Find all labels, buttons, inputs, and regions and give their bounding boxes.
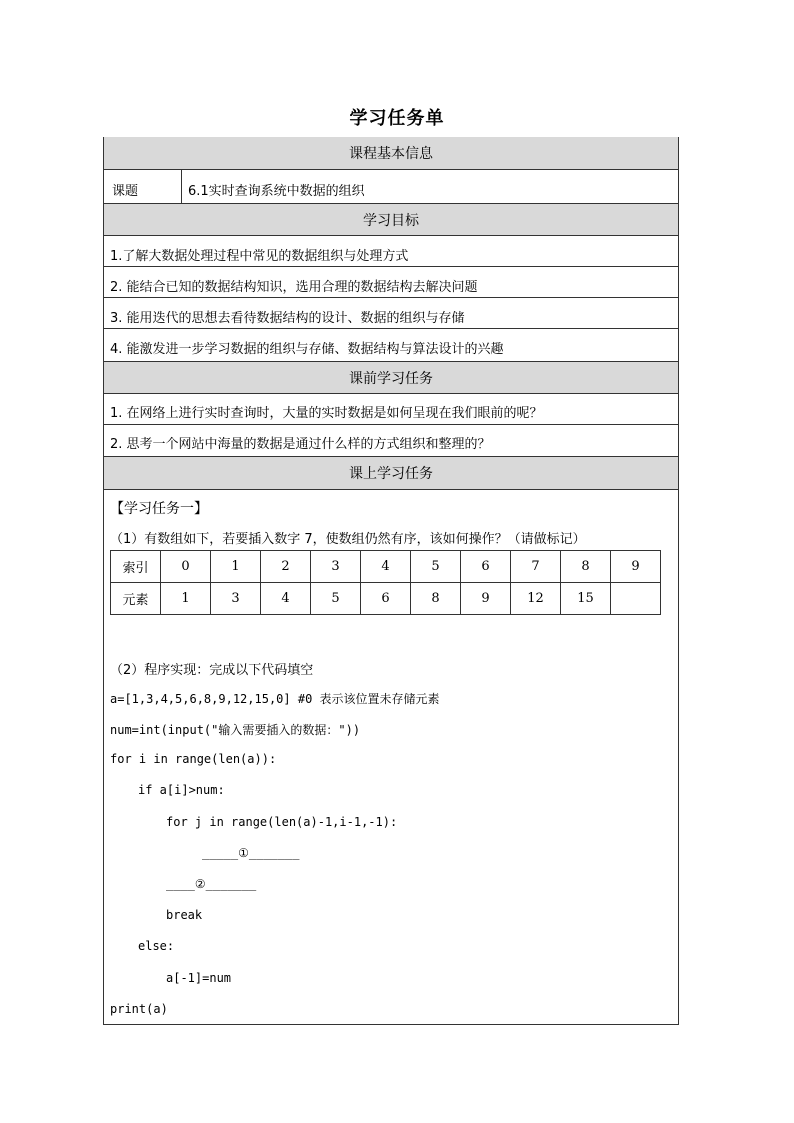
element-cell: 3	[211, 583, 261, 615]
pre-task-item: 1. 在网络上进行实时查询时，大量的实时数据是如何呈现在我们眼前的呢？	[110, 406, 543, 421]
task1-question: （1）有数组如下，若要插入数字 7，使数组仍然有序，该如何操作？（请做标记）	[110, 532, 586, 547]
element-cell: 6	[361, 583, 411, 615]
index-cell: 6	[461, 551, 511, 583]
code-line: if a[i]>num:	[138, 783, 225, 797]
table-row-element	[111, 583, 661, 615]
goal-item: 1.了解大数据处理过程中常见的数据组织与处理方式	[110, 249, 409, 264]
code-blank-2: ____②_______	[166, 877, 257, 891]
index-cell: 2	[261, 551, 311, 583]
section-header-pre-tasks: 课前学习任务	[104, 361, 678, 394]
code-blank-1: _____①_______	[202, 846, 300, 860]
goal-item: 3. 能用迭代的思想去看待数据结构的设计、数据的组织与存储	[110, 311, 465, 326]
divider	[104, 328, 678, 329]
index-cell: 7	[511, 551, 561, 583]
divider	[104, 297, 678, 298]
pre-task-item: 2. 思考一个网站中海量的数据是通过什么样的方式组织和整理的？	[110, 437, 491, 452]
index-cell: 8	[561, 551, 611, 583]
page-title: 学习任务单	[349, 108, 445, 129]
element-cell: 15	[561, 583, 611, 615]
element-cell: 4	[261, 583, 311, 615]
divider	[181, 170, 182, 203]
element-label: 元素	[111, 583, 161, 615]
code-line: for i in range(len(a)):	[110, 752, 277, 766]
code-line: else:	[138, 939, 175, 953]
code-heading: （2）程序实现：完成以下代码填空	[110, 663, 314, 678]
course-value: 6.1实时查询系统中数据的组织	[188, 184, 365, 199]
goal-item: 4. 能激发进一步学习数据的组织与存储、数据结构与算法设计的兴趣	[110, 342, 504, 357]
table-row-index	[111, 551, 661, 583]
array-table	[110, 550, 661, 615]
element-cell	[611, 583, 661, 615]
code-line: break	[166, 908, 203, 922]
code-line: for j in range(len(a)-1,i-1,-1):	[166, 815, 398, 829]
element-cell: 1	[161, 583, 211, 615]
code-line: a[-1]=num	[166, 971, 232, 985]
section-header-basic-info: 课程基本信息	[104, 137, 678, 170]
index-cell: 9	[611, 551, 661, 583]
index-cell: 5	[411, 551, 461, 583]
goal-item: 2. 能结合已知的数据结构知识，选用合理的数据结构去解决问题	[110, 280, 478, 295]
element-cell: 8	[411, 583, 461, 615]
code-line: num=int(input("输入需要插入的数据："))	[110, 723, 361, 737]
task-sheet-table	[103, 137, 679, 1025]
section-header-goals: 学习目标	[104, 203, 678, 236]
code-line: print(a)	[110, 1002, 168, 1016]
code-line: a=[1,3,4,5,6,8,9,12,15,0] #0 表示该位置未存储元素	[110, 692, 440, 706]
index-cell: 1	[211, 551, 261, 583]
course-label: 课题	[112, 184, 139, 199]
task1-heading: 【学习任务一】	[110, 501, 208, 517]
element-cell: 5	[311, 583, 361, 615]
index-label: 索引	[111, 551, 161, 583]
section-header-class-tasks: 课上学习任务	[104, 456, 678, 490]
index-cell: 0	[161, 551, 211, 583]
index-cell: 3	[311, 551, 361, 583]
divider	[104, 266, 678, 267]
element-cell: 9	[461, 583, 511, 615]
index-cell: 4	[361, 551, 411, 583]
divider	[104, 424, 678, 425]
element-cell: 12	[511, 583, 561, 615]
